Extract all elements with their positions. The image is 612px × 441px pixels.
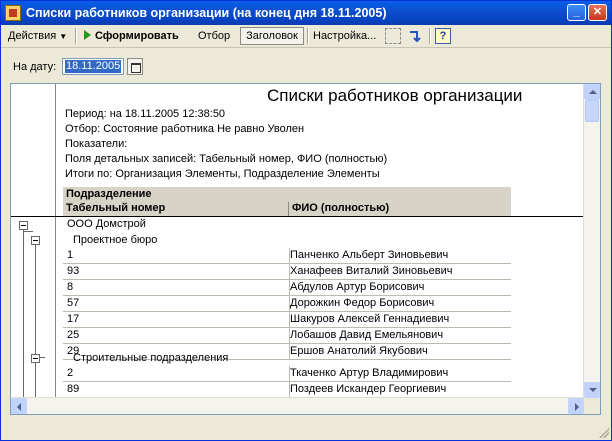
arrow-right-icon — [575, 403, 579, 411]
column-header-full-name: ФИО (полностью) — [292, 202, 390, 214]
title-bar[interactable] — [1, 1, 611, 25]
app-icon — [5, 5, 21, 21]
window-title: Списки работников организации (на конец дня 18.11.2005) — [26, 6, 387, 20]
tab-number-cell: 8 — [67, 281, 74, 293]
report-param-totals: Итоги по: Организация Элементы, Подразделение Элементы — [65, 168, 380, 180]
report-param-filter: Отбор: Состояние работника Не равно Уволен — [65, 123, 305, 135]
minimize-button[interactable]: _ — [567, 4, 586, 21]
column-header-division: Подразделение — [66, 188, 152, 200]
tree-line-org — [23, 230, 24, 398]
group-division-1: Проектное бюро — [73, 234, 158, 246]
tree-line-division-2 — [35, 363, 36, 398]
date-label: На дату: — [13, 61, 57, 73]
vertical-scroll-thumb[interactable] — [585, 100, 599, 122]
status-bar — [1, 419, 611, 440]
scroll-left-button[interactable] — [11, 398, 27, 414]
settings-button[interactable] — [310, 27, 379, 45]
column-separator — [288, 202, 289, 216]
tab-number-cell: 93 — [67, 265, 80, 277]
filter-button[interactable] — [195, 27, 233, 45]
tree-connector — [23, 231, 33, 232]
actions-label: Действия — [8, 30, 57, 42]
column-header-tab-number: Табельный номер — [66, 202, 166, 214]
table-row[interactable] — [63, 366, 511, 382]
tab-number-cell: 89 — [67, 383, 80, 395]
arrow-down-icon — [589, 388, 597, 392]
collapse-division-2-icon[interactable] — [31, 354, 40, 363]
chevron-down-icon: ▼ — [59, 32, 68, 41]
tab-number-cell: 29 — [67, 345, 80, 357]
refresh-icon[interactable] — [407, 28, 423, 44]
full-name-cell: Ханафеев Виталий Зиновьевич — [290, 265, 453, 277]
play-icon — [84, 30, 91, 40]
scroll-up-button[interactable] — [584, 84, 600, 100]
resize-grip-icon[interactable] — [599, 428, 609, 438]
collapse-division-1-icon[interactable] — [31, 236, 40, 245]
generate-button[interactable] — [81, 27, 182, 45]
tree-line-division-1 — [35, 245, 36, 358]
tab-number-cell: 57 — [67, 297, 80, 309]
group-organization: ООО Домстрой — [67, 218, 146, 230]
full-name-cell: Ершов Анатолий Якубович — [290, 345, 428, 357]
zoom-icon[interactable] — [385, 28, 401, 44]
scroll-right-button[interactable] — [568, 398, 584, 414]
settings-label: Настройка... — [313, 30, 377, 42]
toolbar — [1, 25, 611, 48]
full-name-cell: Панченко Альберт Зиновьевич — [290, 249, 449, 261]
refresh-arrow-svg — [407, 28, 423, 44]
toolbar-separator — [75, 28, 77, 44]
table-row[interactable] — [63, 264, 511, 280]
calendar-icon — [131, 63, 141, 73]
group-division-2: Строительные подразделения — [73, 352, 229, 364]
gutter-divider — [55, 84, 56, 398]
tab-number-cell: 17 — [67, 313, 80, 325]
table-row[interactable] — [63, 312, 511, 328]
report-title: Списки работников организации — [267, 86, 523, 105]
horizontal-scrollbar[interactable] — [11, 397, 584, 414]
help-button[interactable]: ? — [435, 28, 451, 44]
actions-menu-button[interactable] — [5, 27, 70, 45]
full-name-cell: Ткаченко Артур Владимирович — [290, 367, 449, 379]
vertical-scrollbar[interactable] — [583, 84, 600, 398]
table-row[interactable] — [63, 248, 511, 264]
toolbar-separator — [307, 28, 309, 44]
table-header — [63, 187, 511, 216]
full-name-cell: Дорожкин Федор Борисович — [290, 297, 435, 309]
collapse-org-icon[interactable] — [19, 221, 28, 230]
table-row[interactable] — [63, 296, 511, 312]
toolbar-separator — [429, 28, 431, 44]
tab-number-cell: 1 — [67, 249, 74, 261]
date-input[interactable] — [62, 58, 124, 75]
date-value: 18.11.2005 — [66, 60, 121, 72]
report-sheet[interactable] — [10, 83, 601, 415]
header-freeze-line — [11, 216, 584, 217]
filter-label: Отбор — [198, 30, 231, 42]
tab-number-cell: 2 — [67, 367, 74, 379]
calendar-button[interactable] — [127, 58, 143, 75]
tab-number-cell: 25 — [67, 329, 80, 341]
header-label: Заголовок — [246, 30, 298, 42]
arrow-left-icon — [17, 403, 21, 411]
full-name-cell: Шакуров Алексей Геннадиевич — [290, 313, 450, 325]
report-param-indicators: Показатели: — [65, 138, 128, 150]
report-param-period: Период: на 18.11.2005 12:38:50 — [65, 108, 226, 120]
generate-label: Сформировать — [95, 30, 179, 42]
full-name-cell: Абдулов Артур Борисович — [290, 281, 425, 293]
table-row[interactable] — [63, 328, 511, 344]
table-row[interactable] — [63, 280, 511, 296]
scroll-corner — [584, 398, 600, 414]
close-button[interactable]: ✕ — [588, 4, 607, 21]
full-name-cell: Поздеев Искандер Георгиевич — [290, 383, 447, 395]
report-param-detail-fields: Поля детальных записей: Табельный номер, ФИО (полностью) — [65, 153, 388, 165]
table-row[interactable] — [63, 382, 511, 398]
full-name-cell: Лобашов Давид Емельянович — [290, 329, 444, 341]
scroll-down-button[interactable] — [584, 382, 600, 398]
arrow-up-icon — [589, 90, 597, 94]
header-toggle-button[interactable] — [240, 27, 304, 45]
